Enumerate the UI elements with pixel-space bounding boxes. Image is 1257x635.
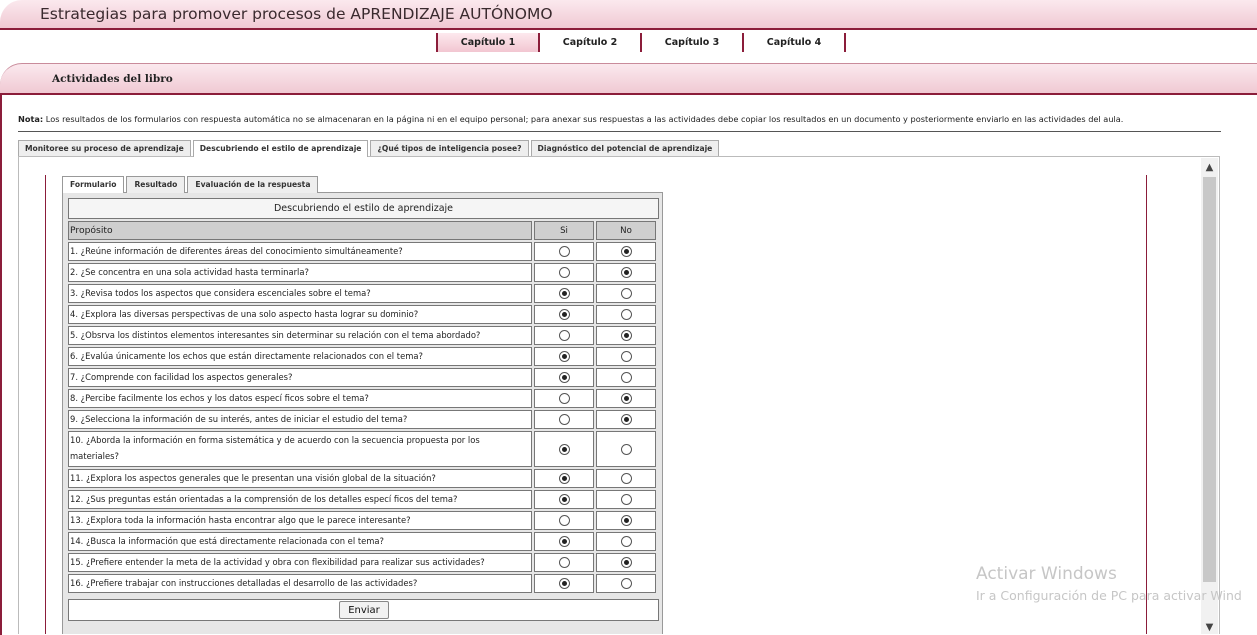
- question-text: 11. ¿Explora los aspectos generales que le presentan una visión global de la situación?: [68, 469, 532, 488]
- radio-no[interactable]: [621, 557, 632, 568]
- radio-si[interactable]: [559, 330, 570, 341]
- question-text: 9. ¿Selecciona la información de su interés, antes de iniciar el estudio del tema?: [68, 410, 532, 429]
- question-row: [68, 305, 659, 324]
- answer-cell-no: [596, 326, 656, 345]
- watermark-subtitle: Ir a Configuración de PC para activar Wind: [976, 588, 1242, 603]
- radio-no[interactable]: [621, 473, 632, 484]
- radio-si[interactable]: [559, 414, 570, 425]
- question-row: [68, 431, 659, 467]
- question-row: [68, 284, 659, 303]
- question-row: [68, 242, 659, 261]
- sub-tabs: [62, 176, 320, 193]
- question-text: 2. ¿Se concentra en una sola actividad hasta terminarla?: [68, 263, 532, 282]
- answer-cell-si: [534, 305, 594, 324]
- header-yes: Si: [534, 221, 594, 240]
- question-text: 1. ¿Reúne información de diferentes áreas del conocimiento simultáneamente?: [68, 242, 532, 261]
- radio-si[interactable]: [559, 393, 570, 404]
- note-label: Nota:: [18, 114, 44, 124]
- chapter-tab-4[interactable]: Capítulo 4: [742, 33, 844, 52]
- question-text: 16. ¿Prefiere trabajar con instrucciones detalladas el desarrollo de las actividades?: [68, 574, 532, 593]
- radio-si[interactable]: [559, 351, 570, 362]
- question-row: [68, 574, 659, 593]
- answer-cell-no: [596, 532, 656, 551]
- answer-cell-no: [596, 431, 656, 467]
- content-border-right: [1146, 175, 1147, 634]
- header-no: No: [596, 221, 656, 240]
- radio-si[interactable]: [559, 473, 570, 484]
- scroll-down-arrow-icon[interactable]: ▼: [1205, 622, 1214, 633]
- answer-cell-si: [534, 532, 594, 551]
- question-row: [68, 263, 659, 282]
- main-tab-1[interactable]: Monitoree su proceso de aprendizaje: [18, 140, 191, 156]
- question-row: [68, 532, 659, 551]
- answer-cell-si: [534, 326, 594, 345]
- question-row: [68, 490, 659, 509]
- main-tab-4[interactable]: Diagnóstico del potencial de aprendizaje: [531, 140, 720, 156]
- sub-tab-2[interactable]: Resultado: [126, 176, 185, 193]
- form-container: [62, 192, 663, 634]
- question-row: [68, 347, 659, 366]
- answer-cell-si: [534, 347, 594, 366]
- radio-si[interactable]: [559, 444, 570, 455]
- divider: [18, 131, 1221, 132]
- radio-si[interactable]: [559, 515, 570, 526]
- question-row: [68, 469, 659, 488]
- chapter-tab-2[interactable]: Capítulo 2: [538, 33, 640, 52]
- answer-cell-no: [596, 410, 656, 429]
- form-header-row: [68, 221, 659, 240]
- radio-no[interactable]: [621, 515, 632, 526]
- answer-cell-si: [534, 574, 594, 593]
- answer-cell-no: [596, 305, 656, 324]
- answer-cell-no: [596, 574, 656, 593]
- question-text: 15. ¿Prefiere entender la meta de la actividad y obra con flexibilidad para realizar sus actividades?: [68, 553, 532, 572]
- question-row: [68, 553, 659, 572]
- radio-no[interactable]: [621, 246, 632, 257]
- radio-si[interactable]: [559, 557, 570, 568]
- answer-cell-si: [534, 469, 594, 488]
- radio-si[interactable]: [559, 309, 570, 320]
- answer-cell-si: [534, 242, 594, 261]
- submit-row: [68, 599, 659, 621]
- radio-no[interactable]: [621, 309, 632, 320]
- radio-no[interactable]: [621, 330, 632, 341]
- radio-si[interactable]: [559, 494, 570, 505]
- answer-cell-no: [596, 469, 656, 488]
- sub-tab-1[interactable]: Formulario: [62, 176, 124, 193]
- answer-cell-si: [534, 490, 594, 509]
- answer-cell-no: [596, 511, 656, 530]
- radio-no[interactable]: [621, 578, 632, 589]
- radio-si[interactable]: [559, 372, 570, 383]
- scrollbar[interactable]: [1201, 158, 1218, 634]
- radio-no[interactable]: [621, 444, 632, 455]
- answer-cell-si: [534, 431, 594, 467]
- question-row: [68, 326, 659, 345]
- answer-cell-si: [534, 389, 594, 408]
- radio-si[interactable]: [559, 536, 570, 547]
- radio-no[interactable]: [621, 267, 632, 278]
- watermark-title: Activar Windows: [976, 564, 1117, 584]
- question-text: 13. ¿Explora toda la información hasta encontrar algo que le parece interesante?: [68, 511, 532, 530]
- radio-no[interactable]: [621, 494, 632, 505]
- question-text: 8. ¿Percibe facilmente los echos y los datos especí ficos sobre el tema?: [68, 389, 532, 408]
- main-tab-3[interactable]: ¿Qué tipos de inteligencia posee?: [370, 140, 528, 156]
- section-border: [0, 95, 2, 635]
- answer-cell-si: [534, 410, 594, 429]
- question-row: [68, 410, 659, 429]
- answer-cell-no: [596, 389, 656, 408]
- main-tab-2[interactable]: Descubriendo el estilo de aprendizaje: [193, 140, 369, 157]
- answer-cell-si: [534, 553, 594, 572]
- chapter-nav-end: [844, 33, 846, 52]
- answer-cell-no: [596, 242, 656, 261]
- radio-no[interactable]: [621, 414, 632, 425]
- section-header: [0, 63, 1257, 95]
- scroll-thumb[interactable]: [1203, 177, 1216, 582]
- question-text: 12. ¿Sus preguntas están orientadas a la comprensión de los detalles especí ficos del tema?: [68, 490, 532, 509]
- answer-cell-no: [596, 347, 656, 366]
- radio-si[interactable]: [559, 578, 570, 589]
- question-text: 5. ¿Obsrva los distintos elementos interesantes sin determinar su relación con el tema abordado?: [68, 326, 532, 345]
- question-row: [68, 389, 659, 408]
- answer-cell-no: [596, 263, 656, 282]
- chapter-tab-1[interactable]: Capítulo 1: [436, 33, 538, 52]
- answer-cell-si: [534, 511, 594, 530]
- radio-no[interactable]: [621, 536, 632, 547]
- question-text: 7. ¿Comprende con facilidad los aspectos generales?: [68, 368, 532, 387]
- answer-cell-no: [596, 368, 656, 387]
- radio-no[interactable]: [621, 288, 632, 299]
- chapter-nav: [436, 33, 846, 52]
- answer-cell-si: [534, 284, 594, 303]
- sub-tab-3[interactable]: Evaluación de la respuesta: [187, 176, 318, 193]
- radio-si[interactable]: [559, 288, 570, 299]
- note: [18, 114, 1123, 124]
- header-purpose: Propósito: [68, 221, 532, 240]
- question-text: 10. ¿Aborda la información en forma sistemática y de acuerdo con la secuencia propuesta por los materiales?: [68, 431, 532, 467]
- question-text: 14. ¿Busca la información que está directamente relacionada con el tema?: [68, 532, 532, 551]
- answer-cell-no: [596, 553, 656, 572]
- note-text: Los resultados de los formularios con respuesta automática no se almacenaran en la página ni en el equipo personal; para anexar sus respuestas a las actividades debe copiar los resultados en un documento y posteriormente enviarlo en las actividades del aula.: [43, 114, 1124, 124]
- answer-cell-no: [596, 490, 656, 509]
- scroll-up-arrow-icon[interactable]: ▲: [1205, 162, 1214, 173]
- radio-no[interactable]: [621, 393, 632, 404]
- radio-si[interactable]: [559, 246, 570, 257]
- content-border-left: [45, 175, 46, 634]
- question-row: [68, 511, 659, 530]
- main-tabs: [18, 140, 721, 157]
- question-text: 4. ¿Explora las diversas perspectivas de una solo aspecto hasta lograr su dominio?: [68, 305, 532, 324]
- app-title: Estrategias para promover procesos de APRENDIZAJE AUTÓNOMO: [40, 5, 553, 23]
- section-title: Actividades del libro: [52, 73, 173, 85]
- question-row: [68, 368, 659, 387]
- radio-no[interactable]: [621, 372, 632, 383]
- answer-cell-no: [596, 284, 656, 303]
- answer-cell-si: [534, 368, 594, 387]
- question-text: 6. ¿Evalúa únicamente los echos que están directamente relacionados con el tema?: [68, 347, 532, 366]
- submit-button[interactable]: Enviar: [339, 601, 389, 619]
- chapter-tab-3[interactable]: Capítulo 3: [640, 33, 742, 52]
- radio-no[interactable]: [621, 351, 632, 362]
- app-banner: [0, 0, 1257, 30]
- answer-cell-si: [534, 263, 594, 282]
- form-title: Descubriendo el estilo de aprendizaje: [68, 198, 659, 219]
- question-text: 3. ¿Revisa todos los aspectos que considera escenciales sobre el tema?: [68, 284, 532, 303]
- radio-si[interactable]: [559, 267, 570, 278]
